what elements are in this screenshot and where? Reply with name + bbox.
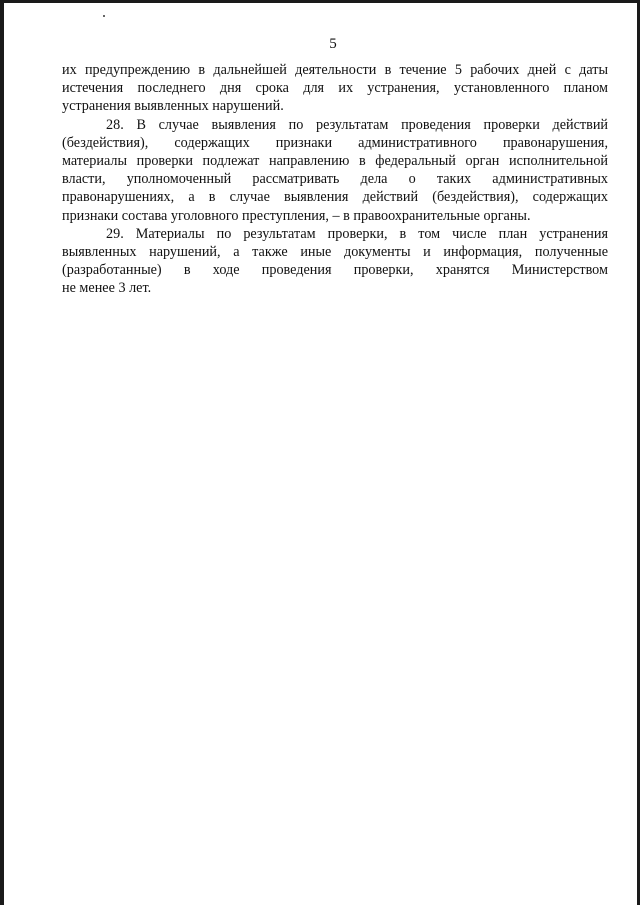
document-body [62, 61, 608, 298]
text-line: власти, уполномоченный рассматривать дела о таких административных [62, 171, 608, 188]
text-line: 29. Материалы по результатам проверки, в том числе план устранения [106, 225, 608, 242]
text-line: их предупреждению в дальнейшей деятельности в течение 5 рабочих дней с даты [62, 62, 608, 78]
scan-speck [103, 15, 105, 17]
text-line: выявленных нарушений, а также иные документы и информация, полученные [62, 244, 608, 261]
text-line: не менее 3 лет. [62, 280, 152, 297]
scan-border-top [0, 0, 640, 3]
scan-border-left [0, 0, 4, 905]
page-number: 5 [329, 36, 337, 52]
text-line: материалы проверки подлежат направлению в федеральный орган исполнительной [62, 153, 608, 170]
paragraph-29 [62, 225, 608, 298]
text-line: (бездействия), содержащих признаки административного правонарушения, [62, 134, 608, 151]
text-line: признаки состава уголовного преступления, – в правоохранительные органы. [62, 207, 531, 224]
text-line: (разработанные) в ходе проведения проверки, хранятся Министерством [62, 262, 608, 279]
text-line: истечения последнего дня срока для их устранения, установленного планом [62, 80, 608, 97]
paragraph-28 [62, 116, 608, 225]
text-line: устранения выявленных нарушений. [62, 98, 284, 115]
text-line: 28. В случае выявления по результатам проведения проверки действий [106, 116, 608, 133]
text-line: правонарушениях, а в случае выявления действий (бездействия), содержащих [62, 189, 608, 206]
paragraph-continuation [62, 61, 608, 116]
